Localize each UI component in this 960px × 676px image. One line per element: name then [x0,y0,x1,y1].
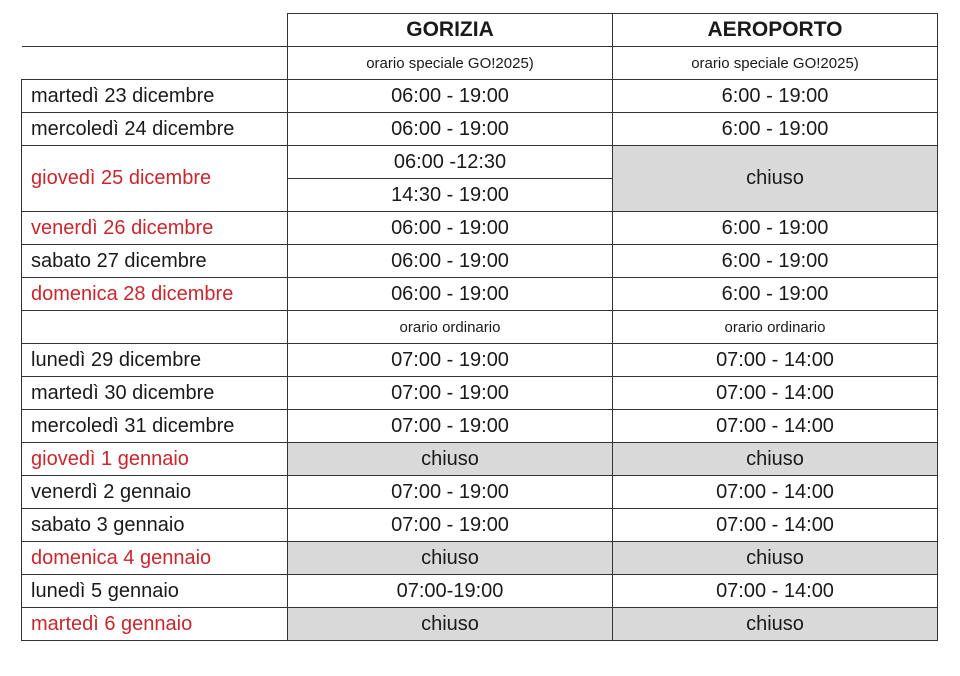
day-cell: mercoledì 31 dicembre [22,410,288,443]
aeroporto-hours: 07:00 - 14:00 [613,377,938,410]
gorizia-hours: 07:00 - 19:00 [288,476,613,509]
aeroporto-closed: chiuso [613,443,938,476]
table-row [22,113,938,146]
table-row [22,212,938,245]
table-row [22,245,938,278]
aeroporto-hours: 07:00 - 14:00 [613,344,938,377]
gorizia-closed: chiuso [288,443,613,476]
day-cell-holiday: domenica 4 gennaio [22,542,288,575]
day-cell: lunedì 29 dicembre [22,344,288,377]
day-cell-holiday: martedì 6 gennaio [22,608,288,641]
header-row [22,14,938,47]
day-cell: sabato 3 gennaio [22,509,288,542]
note-row-special [22,47,938,80]
table-row [22,509,938,542]
aeroporto-hours: 07:00 - 14:00 [613,410,938,443]
day-cell: sabato 27 dicembre [22,245,288,278]
table-row [22,146,938,179]
gorizia-closed: chiuso [288,542,613,575]
schedule-table [21,13,938,641]
gorizia-hours-morning: 06:00 -12:30 [288,146,613,179]
day-cell: mercoledì 24 dicembre [22,113,288,146]
corner-cell [22,14,288,47]
table-row [22,377,938,410]
gorizia-hours: 06:00 - 19:00 [288,212,613,245]
table-row [22,575,938,608]
table-row [22,278,938,311]
gorizia-hours: 07:00 - 19:00 [288,509,613,542]
gorizia-hours: 07:00 - 19:00 [288,410,613,443]
gorizia-closed: chiuso [288,608,613,641]
gorizia-hours: 07:00-19:00 [288,575,613,608]
day-cell-holiday: domenica 28 dicembre [22,278,288,311]
aeroporto-hours: 6:00 - 19:00 [613,212,938,245]
aeroporto-hours: 6:00 - 19:00 [613,245,938,278]
aeroporto-hours: 6:00 - 19:00 [613,113,938,146]
day-cell-holiday: giovedì 25 dicembre [22,146,288,212]
gorizia-hours: 07:00 - 19:00 [288,344,613,377]
note-ordinary-aeroporto: orario ordinario [613,311,938,344]
gorizia-hours: 06:00 - 19:00 [288,113,613,146]
table-row [22,542,938,575]
day-cell: lunedì 5 gennaio [22,575,288,608]
table-row [22,608,938,641]
aeroporto-hours: 07:00 - 14:00 [613,575,938,608]
aeroporto-closed: chiuso [613,542,938,575]
table-row [22,410,938,443]
note-label-cell [22,47,288,80]
day-cell: martedì 23 dicembre [22,80,288,113]
table-row [22,344,938,377]
aeroporto-hours: 07:00 - 14:00 [613,476,938,509]
gorizia-hours-afternoon: 14:30 - 19:00 [288,179,613,212]
note-special-gorizia: orario speciale GO!2025) [288,47,613,80]
day-cell: venerdì 2 gennaio [22,476,288,509]
note-label-cell [22,311,288,344]
note-special-aeroporto: orario speciale GO!2025) [613,47,938,80]
gorizia-hours: 06:00 - 19:00 [288,278,613,311]
note-ordinary-gorizia: orario ordinario [288,311,613,344]
note-row-ordinary [22,311,938,344]
day-cell: martedì 30 dicembre [22,377,288,410]
day-cell-holiday: venerdì 26 dicembre [22,212,288,245]
table-row [22,80,938,113]
aeroporto-hours: 6:00 - 19:00 [613,278,938,311]
gorizia-hours: 06:00 - 19:00 [288,245,613,278]
gorizia-hours: 07:00 - 19:00 [288,377,613,410]
table-row [22,443,938,476]
aeroporto-hours: 6:00 - 19:00 [613,80,938,113]
header-aeroporto: AEROPORTO [613,14,938,47]
day-cell-holiday: giovedì 1 gennaio [22,443,288,476]
aeroporto-hours: 07:00 - 14:00 [613,509,938,542]
gorizia-hours: 06:00 - 19:00 [288,80,613,113]
aeroporto-closed: chiuso [613,146,938,212]
table-row [22,476,938,509]
aeroporto-closed: chiuso [613,608,938,641]
header-gorizia: GORIZIA [288,14,613,47]
